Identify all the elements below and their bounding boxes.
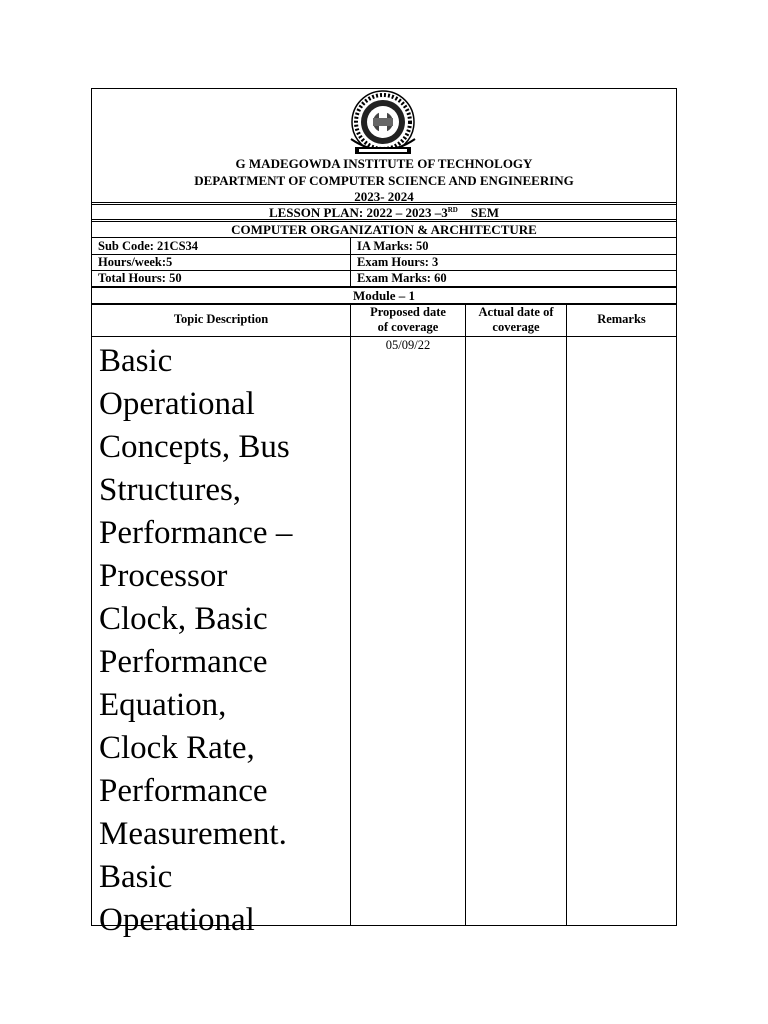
institute-logo	[337, 89, 430, 159]
rule	[350, 237, 351, 286]
topic-description: Basic Operational Concepts, Bus Structures, Performance – Processor Clock, Basic Performance Equation, Clock Rate, Performance Measurement. Basic Operational	[99, 343, 293, 938]
institute-name: G MADEGOWDA INSTITUTE OF TECHNOLOGY	[235, 156, 533, 171]
lesson-plan-title: LESSON PLAN: 2022 – 2023 –3RD SEM	[268, 205, 500, 220]
rule	[92, 336, 676, 337]
column-divider	[566, 304, 567, 926]
department-name: DEPARTMENT OF COMPUTER SCIENCE AND ENGINEERING	[194, 173, 574, 188]
proposed-date: 05/09/22	[385, 338, 431, 352]
column-divider	[350, 304, 351, 926]
col-header-topic: Topic Description	[173, 312, 269, 326]
academic-year: 2023- 2024	[354, 189, 414, 204]
hours-per-week: Hours/week:5	[98, 255, 173, 269]
exam-hours: Exam Hours: 3	[357, 255, 439, 269]
module-title: Module – 1	[352, 288, 416, 303]
col-header-proposed: Proposed date of coverage	[370, 305, 446, 334]
sub-code: Sub Code: 21CS34	[98, 239, 199, 253]
course-title: COMPUTER ORGANIZATION & ARCHITECTURE	[231, 222, 537, 237]
exam-marks: Exam Marks: 60	[357, 271, 447, 285]
col-header-remarks: Remarks	[597, 312, 646, 326]
rule	[92, 237, 676, 238]
total-hours: Total Hours: 50	[98, 271, 182, 285]
ia-marks: IA Marks: 50	[357, 239, 429, 253]
column-divider	[465, 304, 466, 926]
col-header-actual: Actual date of coverage	[478, 305, 554, 334]
